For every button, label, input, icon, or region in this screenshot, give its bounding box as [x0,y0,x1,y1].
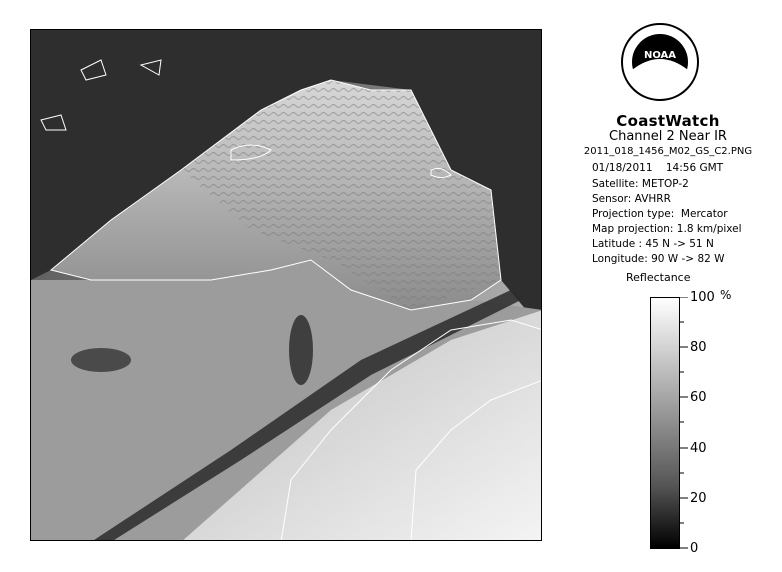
colorbar-tick-label: 20 [690,491,707,506]
colorbar-tick-label: 100 [690,290,715,305]
colorbar-tick-label: 80 [690,340,707,355]
date-time: 01/18/2011 14:56 GMT [592,162,724,174]
colorbar [650,297,680,549]
sensor-label: Sensor: AVHRR [592,193,671,205]
satellite-label: Satellite: METOP-2 [592,178,689,190]
colorbar-tick-label: 60 [690,390,707,405]
channel-label: Channel 2 Near IR [609,129,727,144]
longitude-label: Longitude: 90 W -> 82 W [592,253,725,265]
colorbar-tick-label: 0 [690,541,699,556]
colorbar-unit: % [720,288,732,302]
map-projection-label: Map projection: 1.8 km/pixel [592,223,742,235]
dark-patch [71,348,131,372]
brand-title: CoastWatch [616,112,720,130]
satellite-image [30,29,542,541]
colorbar-tick-label: 40 [690,441,707,456]
svg-text:NOAA: NOAA [643,50,677,61]
latitude-label: Latitude : 45 N -> 51 N [592,238,714,250]
colorbar-ticks [680,297,740,549]
projection-type-label: Projection type: Mercator [592,208,728,220]
filename-label: 2011_018_1456_M02_GS_C2.PNG [583,146,753,157]
colorbar-title: Reflectance [626,271,691,284]
dark-patch [289,315,313,385]
noaa-logo [620,18,700,106]
